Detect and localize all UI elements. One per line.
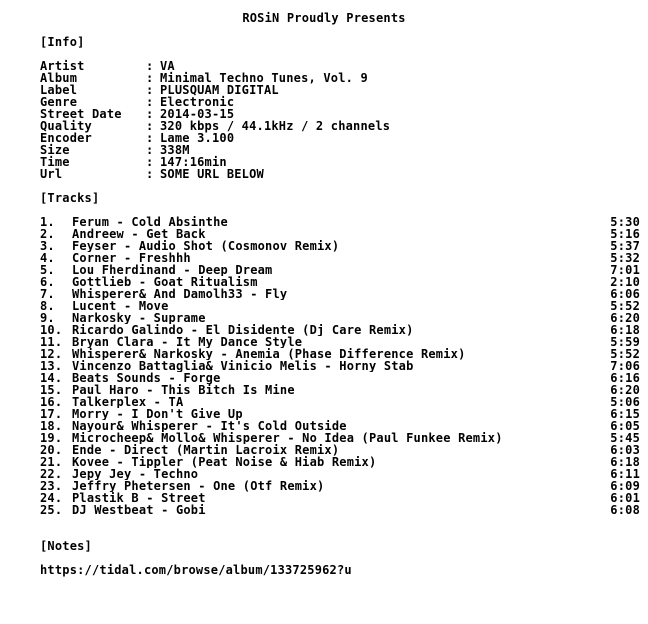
track-duration: 5:32 [610,251,640,265]
track-duration: 5:06 [610,395,640,409]
track-title: Andreew - Get Back [72,228,206,240]
notes-heading: [Notes] [40,539,92,553]
track-row [40,372,640,384]
info-key: Artist [40,59,85,73]
track-duration: 6:11 [610,467,640,481]
track-number: 24. [40,491,63,505]
notes-url: https://tidal.com/browse/album/133725962?u [40,563,352,577]
track-title: Ende - Direct (Martin Lacroix Remix) [72,444,340,456]
info-separator: : [146,59,154,73]
info-value: PLUSQUAM DIGITAL [160,83,279,97]
track-number: 17. [40,407,63,421]
track-title: Narkosky - Suprame [72,312,206,324]
track-number: 16. [40,395,63,409]
track-duration: 2:10 [610,275,640,289]
info-row-album [40,72,600,84]
track-title: DJ Westbeat - Gobi [72,504,206,516]
track-row [40,384,640,396]
track-row [40,324,640,336]
track-title: Morry - I Don't Give Up [72,408,243,420]
track-title: Whisperer& And Damolh33 - Fly [72,288,288,300]
track-title: Whisperer& Narkosky - Anemia (Phase Difference Remix) [72,348,466,360]
track-title: Feyser - Audio Shot (Cosmonov Remix) [72,240,340,252]
track-duration: 6:09 [610,479,640,493]
track-row [40,348,640,360]
track-row [40,228,640,240]
info-key: Label [40,83,78,97]
info-value: 320 kbps / 44.1kHz / 2 channels [160,119,391,133]
info-value: 2014-03-15 [160,107,235,121]
info-separator: : [146,107,154,121]
track-title: Vincenzo Battaglia& Vinicio Melis - Horny Stab [72,360,414,372]
info-separator: : [146,71,154,85]
track-duration: 5:52 [610,299,640,313]
track-row [40,336,640,348]
track-title: Corner - Freshhh [72,252,191,264]
track-title: Beats Sounds - Forge [72,372,221,384]
track-title: Jeffry Phetersen - One (Otf Remix) [72,480,325,492]
track-number: 7. [40,287,55,301]
info-row-time [40,156,600,168]
info-key: Album [40,71,78,85]
info-separator: : [146,95,154,109]
track-number: 14. [40,371,63,385]
info-separator: : [146,131,154,145]
track-duration: 5:59 [610,335,640,349]
info-key: Genre [40,95,78,109]
track-title: Plastik B - Street [72,492,206,504]
track-title: Lou Fherdinand - Deep Dream [72,264,273,276]
release-title: ROSiN Proudly Presents [242,11,406,25]
info-value: SOME URL BELOW [160,167,264,181]
info-key: Street Date [40,107,122,121]
track-duration: 7:06 [610,359,640,373]
track-title: Kovee - Tippler (Peat Noise & Hiab Remix) [72,456,377,468]
track-number: 4. [40,251,55,265]
track-title: Paul Haro - This Bitch Is Mine [72,384,295,396]
track-number: 2. [40,227,55,241]
track-duration: 6:20 [610,311,640,325]
track-duration: 5:52 [610,347,640,361]
track-duration: 6:01 [610,491,640,505]
track-duration: 6:06 [610,287,640,301]
info-separator: : [146,143,154,157]
info-separator: : [146,167,154,181]
track-row [40,408,640,420]
track-number: 8. [40,299,55,313]
track-number: 3. [40,239,55,253]
track-row [40,276,640,288]
track-title: Jepy Jey - Techno [72,468,199,480]
track-title: Talkerplex - TA [72,396,184,408]
track-row [40,396,640,408]
info-separator: : [146,155,154,169]
track-row [40,492,640,504]
track-row [40,252,640,264]
track-number: 25. [40,503,63,517]
track-duration: 5:16 [610,227,640,241]
track-duration: 5:30 [610,215,640,229]
track-number: 22. [40,467,63,481]
info-value: 338M [160,143,190,157]
track-title: Lucent - Move [72,300,169,312]
info-row-url [40,168,600,180]
track-row [40,468,640,480]
track-number: 20. [40,443,63,457]
track-duration: 6:18 [610,455,640,469]
track-duration: 6:15 [610,407,640,421]
track-number: 11. [40,335,63,349]
track-duration: 5:37 [610,239,640,253]
track-duration: 6:05 [610,419,640,433]
track-row [40,216,640,228]
info-key: Url [40,167,63,181]
track-number: 10. [40,323,63,337]
info-value: Minimal Techno Tunes, Vol. 9 [160,71,368,85]
track-number: 5. [40,263,55,277]
info-key: Size [40,143,70,157]
track-row [40,288,640,300]
track-title: Nayour& Whisperer - It's Cold Outside [72,420,347,432]
info-value: VA [160,59,175,73]
track-number: 21. [40,455,63,469]
info-row-encoder [40,132,600,144]
track-number: 18. [40,419,63,433]
track-number: 19. [40,431,63,445]
info-row-label [40,84,600,96]
track-row [40,480,640,492]
info-heading: [Info] [40,35,85,49]
track-title: Bryan Clara - It My Dance Style [72,336,303,348]
info-key: Quality [40,119,92,133]
track-row [40,240,640,252]
track-duration: 6:03 [610,443,640,457]
track-number: 1. [40,215,55,229]
info-row-genre [40,96,600,108]
track-duration: 7:01 [610,263,640,277]
info-table [40,60,600,180]
info-row-quality [40,120,600,132]
info-separator: : [146,119,154,133]
track-title: Gottlieb - Goat Ritualism [72,276,258,288]
track-row [40,360,640,372]
info-value: Electronic [160,95,235,109]
track-number: 15. [40,383,63,397]
info-key: Time [40,155,70,169]
track-list [40,216,640,516]
track-row [40,456,640,468]
tracks-heading: [Tracks] [40,191,100,205]
track-row [40,420,640,432]
track-duration: 6:18 [610,323,640,337]
info-value: Lame 3.100 [160,131,235,145]
info-key: Encoder [40,131,92,145]
track-row [40,444,640,456]
track-number: 9. [40,311,55,325]
track-row [40,300,640,312]
track-row [40,504,640,516]
track-duration: 5:45 [610,431,640,445]
track-row [40,312,640,324]
track-row [40,432,640,444]
track-title: Ricardo Galindo - El Disidente (Dj Care Remix) [72,324,414,336]
track-duration: 6:16 [610,371,640,385]
track-number: 13. [40,359,63,373]
info-separator: : [146,83,154,97]
track-title: Microcheep& Mollo& Whisperer - No Idea (Paul Funkee Remix) [72,432,503,444]
track-number: 23. [40,479,63,493]
info-row-size [40,144,600,156]
track-duration: 6:20 [610,383,640,397]
track-duration: 6:08 [610,503,640,517]
track-title: Ferum - Cold Absinthe [72,216,228,228]
info-value: 147:16min [160,155,227,169]
track-number: 6. [40,275,55,289]
track-number: 12. [40,347,63,361]
track-row [40,264,640,276]
